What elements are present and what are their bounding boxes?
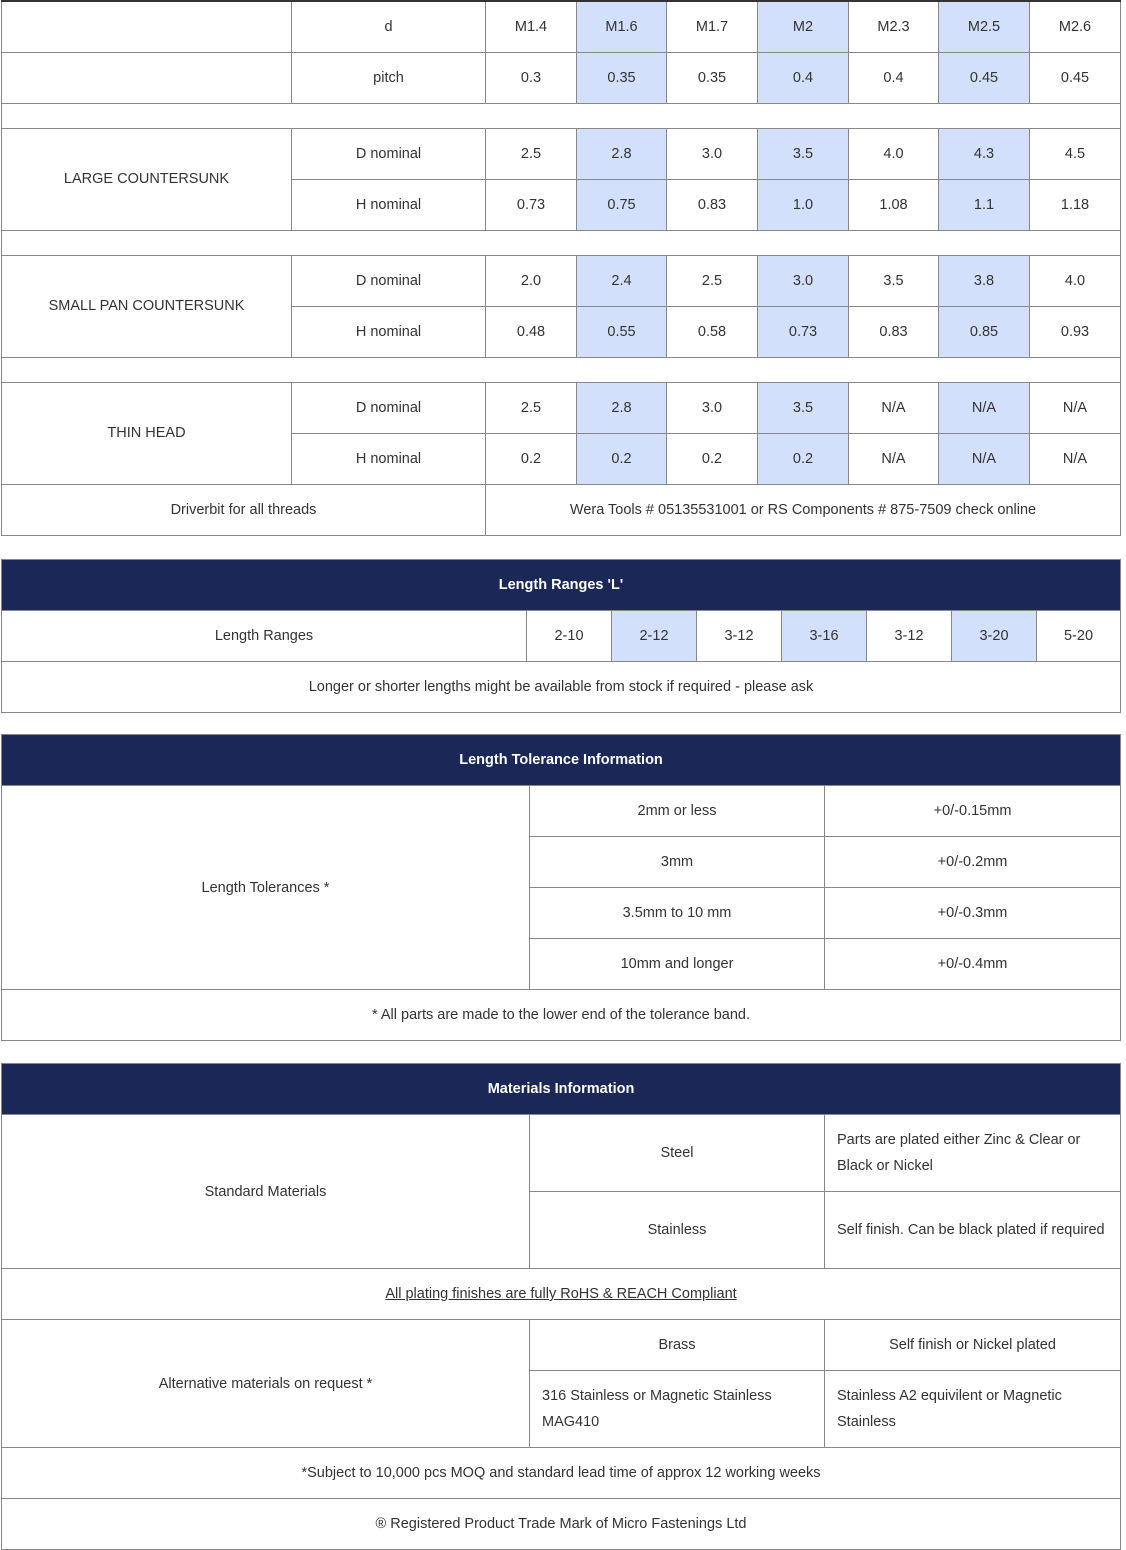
empty-cell [2, 52, 292, 103]
row-label-pitch: pitch [292, 52, 486, 103]
tolerance-value: +0/-0.15mm [825, 786, 1121, 837]
standard-materials-label: Standard Materials [2, 1115, 530, 1269]
group-name-small-pan-countersunk: SMALL PAN COUNTERSUNK [2, 255, 292, 357]
value-cell: 2.0 [486, 255, 577, 306]
value-cell: 0.2 [667, 433, 758, 484]
value-cell: 2.5 [486, 128, 577, 179]
value-cell: N/A [849, 433, 939, 484]
value-cell: 3.5 [849, 255, 939, 306]
thread-size-cell: M2 [758, 1, 849, 52]
compliance-link[interactable]: All plating finishes are fully RoHS & REACH Compliant [385, 1286, 737, 1302]
value-cell: 2.4 [577, 255, 667, 306]
row-label-d: d [292, 1, 486, 52]
material-finish: Parts are plated either Zinc & Clear or Black or Nickel [825, 1115, 1121, 1192]
thread-size-cell: M1.4 [486, 1, 577, 52]
pitch-row [2, 52, 1121, 103]
length-tolerance-title: Length Tolerance Information [2, 735, 1121, 786]
value-cell: 0.83 [667, 179, 758, 230]
row-label: D nominal [292, 128, 486, 179]
length-ranges-row [2, 611, 1121, 662]
trademark-note: ® Registered Product Trade Mark of Micro Fastenings Ltd [2, 1499, 1121, 1550]
length-ranges-table [1, 559, 1121, 713]
thread-size-cell: M1.7 [667, 1, 758, 52]
spacer-row [2, 357, 1121, 382]
spacer-cell [2, 230, 1121, 255]
value-cell: 0.55 [577, 306, 667, 357]
compliance-row [2, 1269, 1121, 1320]
length-ranges-title: Length Ranges 'L' [2, 560, 1121, 611]
value-cell: 0.75 [577, 179, 667, 230]
length-range-cell: 2-12 [612, 611, 697, 662]
spacer-cell [2, 103, 1121, 128]
material-row [2, 1320, 1121, 1371]
material-finish: Self finish. Can be black plated if required [825, 1192, 1121, 1269]
spec-row [2, 255, 1121, 306]
value-cell: N/A [1030, 382, 1121, 433]
value-cell: N/A [939, 433, 1030, 484]
row-label: H nominal [292, 433, 486, 484]
value-cell: 0.48 [486, 306, 577, 357]
value-cell: 4.3 [939, 128, 1030, 179]
tolerance-value: +0/-0.4mm [825, 939, 1121, 990]
thread-size-row [2, 1, 1121, 52]
material-finish: Stainless A2 equivilent or Magnetic Stainless [825, 1371, 1121, 1448]
value-cell: 1.08 [849, 179, 939, 230]
spacer-row [2, 103, 1121, 128]
section-header-row [2, 1064, 1121, 1115]
note-row [2, 990, 1121, 1041]
value-cell: 2.5 [486, 382, 577, 433]
value-cell: 3.5 [758, 128, 849, 179]
tolerance-row [2, 786, 1121, 837]
driverbit-value: Wera Tools # 05135531001 or RS Components # 875-7509 check online [486, 484, 1121, 535]
tolerance-value: +0/-0.2mm [825, 837, 1121, 888]
value-cell: 3.8 [939, 255, 1030, 306]
value-cell: 0.93 [1030, 306, 1121, 357]
pitch-cell: 0.45 [1030, 52, 1121, 103]
material-name: Brass [530, 1320, 825, 1371]
length-range-cell: 3-20 [952, 611, 1037, 662]
row-label: D nominal [292, 255, 486, 306]
empty-cell [2, 1, 292, 52]
value-cell: 2.8 [577, 382, 667, 433]
thread-size-cell: M2.6 [1030, 1, 1121, 52]
spacer-row [2, 230, 1121, 255]
tolerance-range: 10mm and longer [530, 939, 825, 990]
materials-title: Materials Information [2, 1064, 1121, 1115]
value-cell: N/A [1030, 433, 1121, 484]
thread-spec-table [1, 0, 1121, 536]
tolerance-range: 3mm [530, 837, 825, 888]
section-header-row [2, 735, 1121, 786]
length-range-cell: 2-10 [527, 611, 612, 662]
pitch-cell: 0.4 [758, 52, 849, 103]
value-cell: 1.0 [758, 179, 849, 230]
row-label: D nominal [292, 382, 486, 433]
value-cell: 1.1 [939, 179, 1030, 230]
pitch-cell: 0.35 [577, 52, 667, 103]
value-cell: 0.73 [486, 179, 577, 230]
spacer-cell [2, 357, 1121, 382]
driverbit-row [2, 484, 1121, 535]
material-row [2, 1115, 1121, 1192]
length-tolerance-table [1, 734, 1121, 1041]
value-cell: 2.5 [667, 255, 758, 306]
materials-table [1, 1063, 1121, 1550]
value-cell: 4.0 [849, 128, 939, 179]
tolerance-note: * All parts are made to the lower end of the tolerance band. [2, 990, 1121, 1041]
length-ranges-note: Longer or shorter lengths might be available from stock if required - please ask [2, 662, 1121, 713]
value-cell: 0.85 [939, 306, 1030, 357]
row-label: H nominal [292, 306, 486, 357]
value-cell: 0.73 [758, 306, 849, 357]
thread-size-cell: M2.5 [939, 1, 1030, 52]
length-range-cell: 3-12 [697, 611, 782, 662]
moq-note: *Subject to 10,000 pcs MOQ and standard lead time of approx 12 working weeks [2, 1448, 1121, 1499]
tolerance-range: 3.5mm to 10 mm [530, 888, 825, 939]
value-cell: 3.0 [667, 382, 758, 433]
group-name-thin-head: THIN HEAD [2, 382, 292, 484]
material-name: Steel [530, 1115, 825, 1192]
value-cell: 0.2 [577, 433, 667, 484]
section-header-row [2, 560, 1121, 611]
spec-row [2, 382, 1121, 433]
length-range-cell: 3-12 [867, 611, 952, 662]
length-tolerances-label: Length Tolerances * [2, 786, 530, 990]
value-cell: 0.2 [486, 433, 577, 484]
value-cell: 0.58 [667, 306, 758, 357]
value-cell: 0.83 [849, 306, 939, 357]
thread-size-cell: M1.6 [577, 1, 667, 52]
note-row [2, 1499, 1121, 1550]
value-cell: 4.0 [1030, 255, 1121, 306]
value-cell: N/A [939, 382, 1030, 433]
row-label: H nominal [292, 179, 486, 230]
group-name-large-countersunk: LARGE COUNTERSUNK [2, 128, 292, 230]
pitch-cell: 0.4 [849, 52, 939, 103]
value-cell: 0.2 [758, 433, 849, 484]
driverbit-label: Driverbit for all threads [2, 484, 486, 535]
value-cell: 4.5 [1030, 128, 1121, 179]
thread-size-cell: M2.3 [849, 1, 939, 52]
alternative-materials-label: Alternative materials on request * [2, 1320, 530, 1448]
value-cell: 3.0 [758, 255, 849, 306]
note-row [2, 1448, 1121, 1499]
value-cell: 1.18 [1030, 179, 1121, 230]
material-finish: Self finish or Nickel plated [825, 1320, 1121, 1371]
value-cell: 3.5 [758, 382, 849, 433]
note-row [2, 662, 1121, 713]
material-name: 316 Stainless or Magnetic Stainless MAG410 [530, 1371, 825, 1448]
material-name: Stainless [530, 1192, 825, 1269]
pitch-cell: 0.45 [939, 52, 1030, 103]
length-range-cell: 3-16 [782, 611, 867, 662]
length-range-cell: 5-20 [1037, 611, 1121, 662]
value-cell: 2.8 [577, 128, 667, 179]
value-cell: 3.0 [667, 128, 758, 179]
spec-row [2, 128, 1121, 179]
tolerance-value: +0/-0.3mm [825, 888, 1121, 939]
compliance-cell [2, 1269, 1121, 1320]
length-ranges-label: Length Ranges [2, 611, 527, 662]
pitch-cell: 0.3 [486, 52, 577, 103]
pitch-cell: 0.35 [667, 52, 758, 103]
tolerance-range: 2mm or less [530, 786, 825, 837]
value-cell: N/A [849, 382, 939, 433]
